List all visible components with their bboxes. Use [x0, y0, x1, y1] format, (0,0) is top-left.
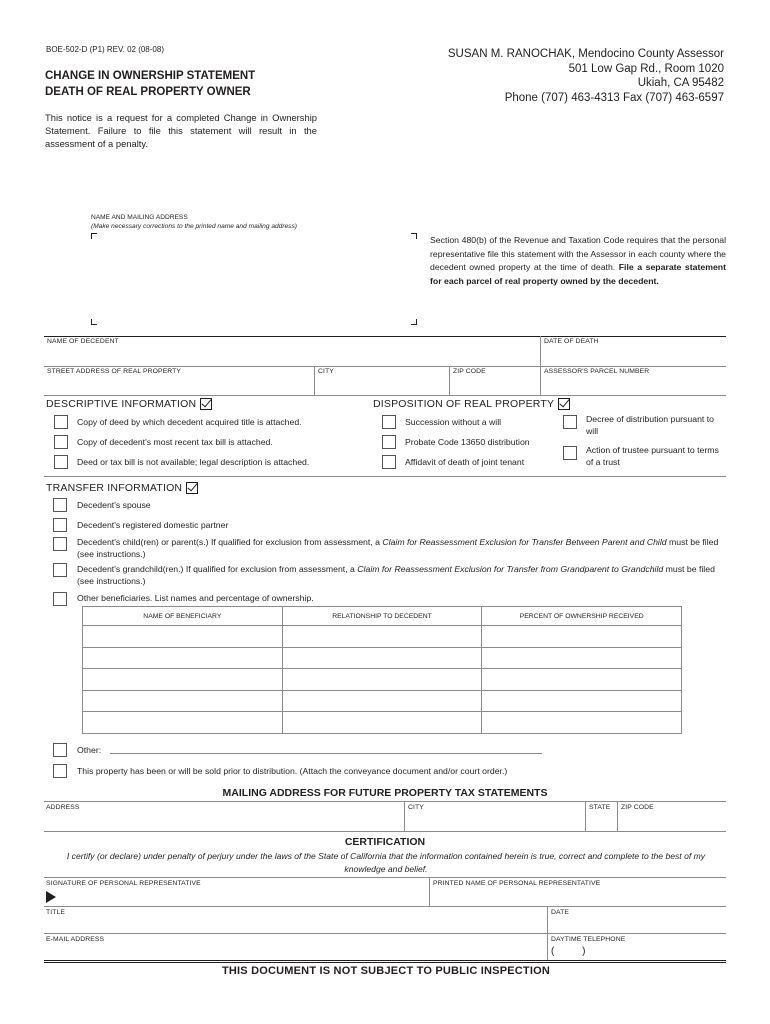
daytime-telephone-label: DAYTIME TELEPHONE [551, 936, 626, 943]
divider [44, 366, 726, 367]
title-field[interactable] [44, 917, 547, 932]
option-other-beneficiaries: Other beneficiaries. List names and percentage of ownership. [77, 593, 314, 603]
checkbox-child-parent[interactable] [53, 537, 67, 551]
option-tax-bill: Copy of decedent's most recent tax bill is attached. [77, 437, 273, 447]
option-sold: This property has been or will be sold prior to distribution. (Attach the conveyance document and/or court order.) [77, 766, 508, 776]
table-cell[interactable] [482, 647, 682, 669]
mailing-future-heading: MAILING ADDRESS FOR FUTURE PROPERTY TAX STATEMENTS [222, 787, 548, 799]
table-row [83, 669, 682, 691]
option-trustee: Action of trustee pursuant to terms of a trust [586, 445, 719, 467]
table-cell[interactable] [282, 690, 482, 712]
divider [44, 933, 726, 934]
table-cell[interactable] [282, 669, 482, 691]
divider [44, 906, 726, 907]
penalty-notice: This notice is a request for a completed Change in Ownership Statement. Failure to file this statement will result in the assessment of a penalty. [45, 112, 317, 149]
descriptive-info-heading: DESCRIPTIVE INFORMATION [46, 398, 212, 410]
other-input-line[interactable] [110, 753, 542, 754]
checkbox-joint-tenant[interactable] [382, 455, 396, 469]
divider [44, 336, 726, 337]
mailing-address-input[interactable] [44, 812, 404, 829]
zip-code-field[interactable] [450, 377, 540, 393]
divider [547, 933, 548, 960]
signature-field[interactable] [60, 888, 428, 905]
table-row [83, 647, 682, 669]
disposition-heading: DISPOSITION OF REAL PROPERTY [373, 398, 570, 410]
certification-statement: I certify (or declare) under penalty of perjury under the laws of the State of California that the information contained herein is true, correct and complete to the best of my knowledge and belief. [66, 851, 706, 874]
table-cell[interactable] [83, 712, 283, 734]
table-cell[interactable] [282, 647, 482, 669]
mailing-zip-input[interactable] [618, 812, 726, 829]
table-cell[interactable] [482, 690, 682, 712]
name-of-decedent-label: NAME OF DECEDENT [47, 338, 119, 345]
form-code: BOE-502-D (P1) REV. 02 (08-08) [46, 45, 164, 54]
column-header: NAME OF BENEFICIARY [83, 607, 283, 626]
checkbox-decree[interactable] [563, 415, 577, 429]
checkbox-spouse[interactable] [53, 498, 67, 512]
divider [44, 395, 726, 396]
date-label: DATE [551, 909, 570, 916]
printed-name-label: PRINTED NAME OF PERSONAL REPRESENTATIVE [433, 880, 601, 887]
email-field[interactable] [44, 944, 547, 959]
table-cell[interactable] [83, 690, 283, 712]
option-spouse: Decedent's spouse [77, 500, 151, 510]
parcel-number-label: ASSESSOR'S PARCEL NUMBER [544, 368, 650, 375]
date-of-death-label: DATE OF DEATH [544, 338, 599, 345]
checkbox-legal-description[interactable] [54, 455, 68, 469]
city-field[interactable] [315, 377, 449, 393]
option-other-label: Other: [77, 745, 102, 755]
assessor-phone: Phone (707) 463-4313 Fax (707) 463-6597 [504, 91, 724, 104]
section-480-text: Section 480(b) of the Revenue and Taxation Code requires that the personal representative file this statement with the Assessor in each county where the decedent owned property at the time of death. File a separate statement for each parcel of real property owned by the decedent. [430, 235, 726, 286]
assessor-city: Ukiah, CA 95482 [637, 77, 724, 89]
table-cell[interactable] [482, 669, 682, 691]
table-cell[interactable] [83, 626, 283, 648]
certification-heading: CERTIFICATION [344, 836, 426, 848]
title-line-1: CHANGE IN OWNERSHIP STATEMENT [45, 70, 256, 82]
signature-label: SIGNATURE OF PERSONAL REPRESENTATIVE [46, 880, 201, 887]
corner-mark [91, 319, 97, 325]
checkmark-icon [186, 482, 198, 494]
mailing-zip-label: ZIP CODE [621, 804, 654, 811]
table-row [83, 626, 682, 648]
divider [44, 831, 726, 832]
table-row [83, 712, 682, 734]
checkbox-sold[interactable] [53, 764, 67, 778]
street-address-field[interactable] [44, 377, 314, 393]
assessor-info [364, 47, 724, 105]
parcel-number-field[interactable] [541, 377, 726, 393]
checkbox-other[interactable] [53, 743, 67, 757]
mailing-address-note: (Make necessary corrections to the printed name and mailing address) [91, 223, 297, 230]
date-of-death-field[interactable] [541, 347, 726, 365]
option-joint-tenant: Affidavit of death of joint tenant [405, 457, 525, 467]
zip-code-label: ZIP CODE [453, 368, 486, 375]
divider [44, 801, 726, 802]
table-cell[interactable] [482, 626, 682, 648]
name-of-decedent-field[interactable] [44, 347, 540, 365]
title-line-2: DEATH OF REAL PROPERTY OWNER [45, 86, 251, 98]
table-cell[interactable] [83, 647, 283, 669]
checkmark-icon [200, 398, 212, 410]
divider [44, 476, 726, 477]
table-header-row [83, 607, 682, 626]
option-probate: Probate Code 13650 distribution [405, 437, 530, 447]
daytime-telephone-field[interactable]: ( ) [551, 946, 586, 957]
option-domestic-partner: Decedent's registered domestic partner [77, 520, 229, 530]
mailing-city-input[interactable] [405, 812, 585, 829]
checkbox-succession[interactable] [382, 415, 396, 429]
divider [44, 962, 726, 963]
title-label: TITLE [46, 909, 66, 916]
column-header: RELATIONSHIP TO DECEDENT [282, 607, 482, 626]
email-label: E-MAIL ADDRESS [46, 936, 105, 943]
divider [44, 877, 726, 878]
mailing-city-label: CITY [408, 804, 424, 811]
table-cell[interactable] [482, 712, 682, 734]
option-grandchild: Decedent's grandchild(ren.) If qualified for exclusion from assessment, a Claim for Reassessment Exclusion for Transfer from Grandparent to Grandchild must be filed (see instructions.) [77, 564, 715, 586]
option-succession: Succession without a will [405, 417, 502, 427]
checkbox-deed-copy[interactable] [54, 415, 68, 429]
checkbox-tax-bill[interactable] [54, 435, 68, 449]
mailing-address-header [91, 213, 297, 231]
city-label: CITY [318, 368, 334, 375]
checkbox-other-beneficiaries[interactable] [53, 592, 67, 606]
option-deed-copy: Copy of deed by which decedent acquired title is attached. [77, 417, 302, 427]
option-legal-description: Deed or tax bill is not available; legal description is attached. [77, 457, 310, 467]
form-title [45, 68, 345, 100]
mailing-state-label: STATE [589, 804, 611, 811]
date-field[interactable] [548, 917, 726, 932]
mailing-address-label: NAME AND MAILING ADDRESS [91, 214, 188, 221]
assessor-street: 501 Low Gap Rd., Room 1020 [568, 62, 724, 75]
table-cell[interactable] [282, 626, 482, 648]
sign-here-arrow-icon [46, 891, 56, 903]
mailing-state-input[interactable] [586, 812, 617, 829]
column-header: PERCENT OF OWNERSHIP RECEIVED [482, 607, 682, 626]
checkbox-probate[interactable] [382, 435, 396, 449]
divider [44, 960, 726, 961]
mailing-address-area[interactable] [95, 238, 407, 316]
table-cell[interactable] [282, 712, 482, 734]
checkbox-domestic-partner[interactable] [53, 518, 67, 532]
option-decree: Decree of distribution pursuant to will [586, 414, 714, 436]
footer-notice: THIS DOCUMENT IS NOT SUBJECT TO PUBLIC INSPECTION [221, 965, 550, 977]
checkbox-grandchild[interactable] [53, 563, 67, 577]
corner-mark [411, 319, 417, 325]
beneficiary-table [82, 606, 682, 734]
transfer-info-heading: TRANSFER INFORMATION [46, 482, 198, 494]
street-address-label: STREET ADDRESS OF REAL PROPERTY [47, 368, 182, 375]
table-row [83, 690, 682, 712]
option-child-parent: Decedent's child(ren) or parent(s.) If qualified for exclusion from assessment, a Claim for Reassessment Exclusion for Transfer Between Parent and Child must be filed (see instructions.) [77, 537, 719, 559]
table-cell[interactable] [83, 669, 283, 691]
corner-mark [411, 233, 417, 239]
printed-name-field[interactable] [430, 888, 726, 905]
assessor-name: SUSAN M. RANOCHAK, Mendocino County Assessor [447, 48, 724, 60]
mailing-address-field-label: ADDRESS [46, 804, 80, 811]
checkmark-icon [558, 398, 570, 410]
checkbox-trustee[interactable] [563, 446, 577, 460]
